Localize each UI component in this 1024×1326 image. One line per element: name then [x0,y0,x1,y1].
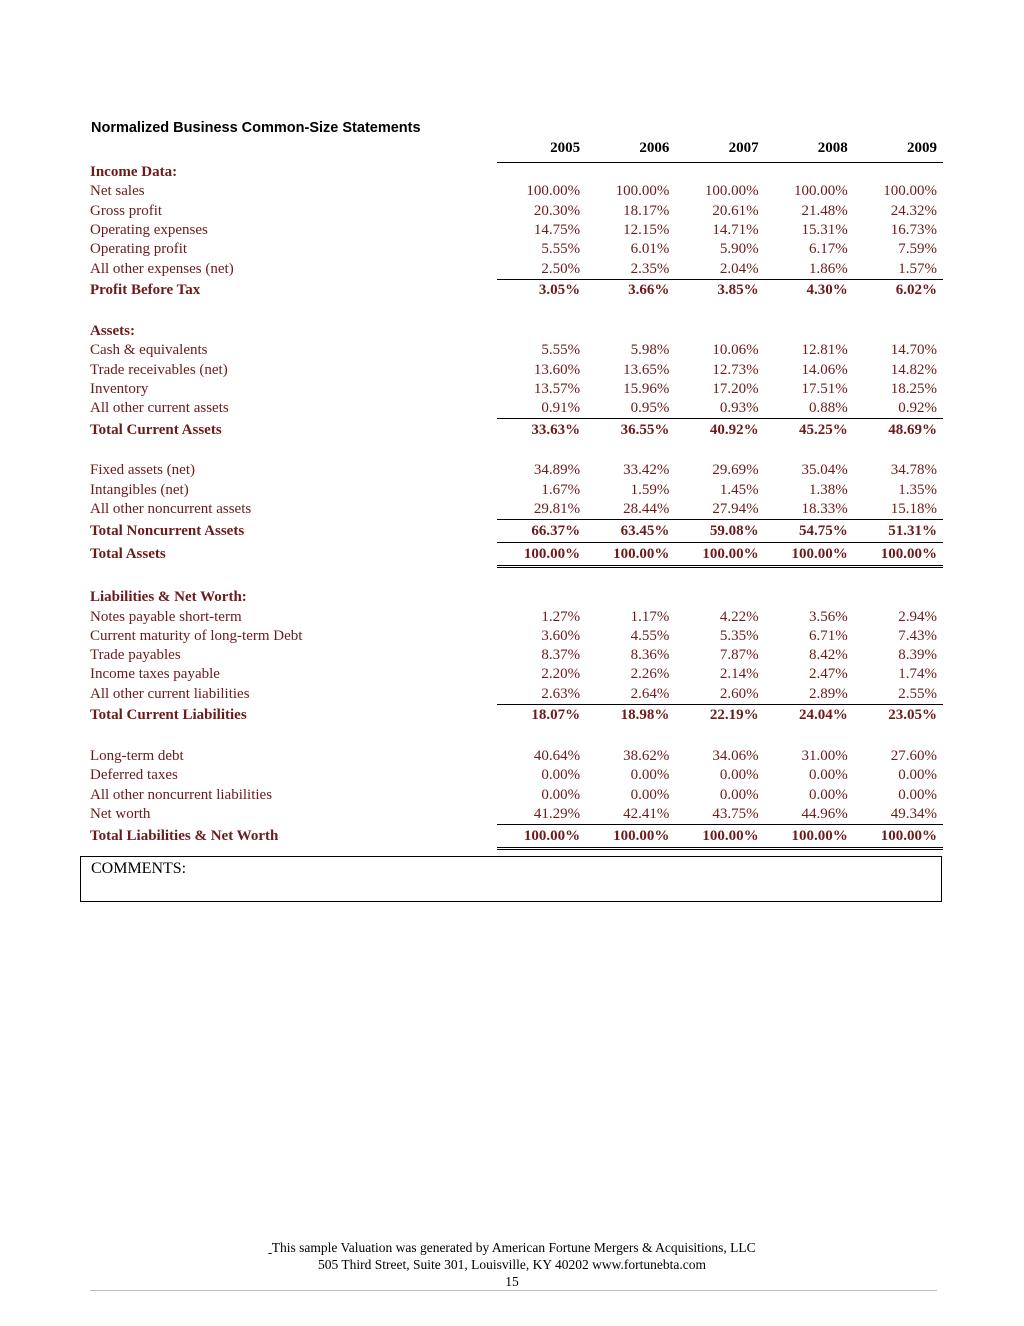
footer-rule [90,1290,937,1291]
row-label [90,441,497,461]
comments-label: COMMENTS: [91,860,187,877]
row-value: 33.42% [623,462,670,479]
total-row-liabilities-net-worth [90,825,943,849]
row-value: 44.96% [801,805,848,822]
row-value: 2.26% [630,666,670,683]
row-value: 100.00% [497,825,586,849]
row-label: All other current liabilities [90,686,250,703]
row-value: 40.64% [533,748,581,765]
table-row [90,747,943,766]
row-value: 27.94% [712,501,759,517]
row-value: 1.74% [898,666,937,683]
row-value: 54.75% [765,520,854,543]
row-label: Net worth [90,806,151,823]
row-value: 5.55% [541,342,581,359]
row-label: Intangibles (net) [90,481,189,498]
row-value [497,588,586,607]
row-label: Income taxes payable [90,666,220,683]
row-value [675,163,764,183]
row-value: 13.65% [623,361,670,378]
row-value: 5.90% [719,241,759,258]
row-value: 20.30% [533,202,581,219]
row-value: 100.00% [615,183,670,200]
table-row [90,685,943,705]
row-value: 2.89% [809,685,848,702]
year-header: 2008 [765,140,854,163]
row-value [765,727,854,747]
row-value [586,727,675,747]
row-value: 5.55% [541,241,581,258]
year-header: 2007 [675,140,764,163]
row-value: 18.33% [801,501,848,517]
row-label: All other noncurrent assets [90,501,252,518]
row-value: 100.00% [704,183,759,200]
table-row [90,240,943,259]
row-value: 3.66% [586,279,675,302]
row-value: 0.00% [809,786,848,803]
row-value: 59.08% [675,520,764,543]
row-value: 13.60% [533,361,581,378]
row-value: 2.60% [719,685,759,702]
table-row [90,360,943,379]
row-value [854,567,943,589]
row-value: 4.30% [765,279,854,302]
table-row [90,341,943,360]
row-value [675,322,764,341]
row-value: 45.25% [765,419,854,442]
liabilities-heading-row [90,588,943,607]
row-label: Fixed assets (net) [90,462,195,479]
row-value [586,441,675,461]
row-label: Trade receivables (net) [90,361,228,378]
row-value: 41.29% [533,805,581,822]
row-value [765,441,854,461]
table-row [90,380,943,399]
assets-heading-row [90,322,943,341]
table-row [90,646,943,665]
row-label: Notes payable short-term [90,608,242,625]
row-value: 2.64% [630,685,670,702]
total-row-current-assets [90,419,943,442]
row-value: 14.70% [890,342,937,359]
row-value: 3.85% [675,279,764,302]
row-value: 12.15% [623,222,670,239]
row-value [854,588,943,607]
row-value: 42.41% [623,805,670,822]
table-row [90,182,943,201]
spacer-row [90,567,943,589]
row-value [765,163,854,183]
table-row [90,399,943,419]
table-row [90,607,943,626]
row-value: 2.20% [541,666,581,683]
statement-title: Normalized Business Common-Size Statements [91,120,421,136]
row-label: Total Current Assets [90,421,222,438]
table-row [90,259,943,279]
row-label: Profit Before Tax [90,282,201,299]
row-label: Total Current Liabilities [90,707,247,724]
common-size-table [90,140,943,850]
row-value: 1.27% [541,608,581,625]
row-value [675,441,764,461]
row-value: 100.00% [586,543,675,567]
row-value: 8.42% [809,647,848,664]
row-label: Cash & equivalents [90,342,208,359]
row-value: 18.98% [586,704,675,727]
footer-generated-by [0,1240,1024,1256]
row-value: 3.60% [541,627,581,644]
spacer-row [90,441,943,461]
row-value: 33.63% [497,419,586,442]
row-value: 7.87% [719,647,759,664]
row-value: 10.06% [712,342,759,359]
section-heading: Assets: [90,322,135,339]
row-value: 20.61% [712,202,759,219]
row-value: 0.92% [898,400,937,417]
row-label: Total Noncurrent Assets [90,522,245,539]
row-value: 2.14% [719,666,759,683]
total-row-total-assets [90,543,943,567]
row-value [765,302,854,322]
row-value: 31.00% [801,748,848,765]
footer-address: 505 Third Street, Suite 301, Louisville, KY 40202 www.fortunebta.com [318,1257,706,1272]
section-heading: Income Data: [90,163,178,180]
row-label [90,727,497,747]
row-label: Gross profit [90,202,163,219]
row-value: 34.06% [712,748,759,765]
row-value: 100.00% [675,543,764,567]
row-value: 7.59% [898,241,937,258]
row-value: 0.00% [898,767,937,784]
row-value: 8.39% [898,647,937,664]
row-value: 1.35% [898,481,937,498]
row-value [854,302,943,322]
row-label: All other noncurrent liabilities [90,786,273,803]
row-value: 28.44% [623,501,670,517]
row-value: 1.57% [898,260,937,277]
row-value: 3.05% [497,279,586,302]
table-row [90,461,943,480]
row-value: 13.57% [533,380,581,397]
row-value: 2.35% [630,260,670,277]
row-value: 0.00% [809,767,848,784]
table-row [90,786,943,805]
comments-box [80,856,942,902]
year-header: 2006 [586,140,675,163]
row-value: 36.55% [586,419,675,442]
row-value: 1.17% [630,608,670,625]
row-value: 0.91% [541,400,581,417]
row-label: Inventory [90,380,149,397]
row-value [765,588,854,607]
row-value: 2.94% [898,608,937,625]
row-value: 34.78% [890,462,937,479]
spacer-row [90,727,943,747]
row-value: 12.73% [712,361,759,378]
row-value: 6.71% [809,627,848,644]
row-value [765,567,854,589]
row-value: 100.00% [765,543,854,567]
row-value: 43.75% [712,805,759,822]
row-value [854,322,943,341]
row-value: 14.06% [801,361,848,378]
row-value [854,441,943,461]
row-label: Total Liabilities & Net Worth [90,828,279,845]
row-value: 49.34% [890,805,937,822]
row-value: 0.00% [630,767,670,784]
row-value: 2.04% [719,260,759,277]
total-row-current-liabilities [90,704,943,727]
table-row [90,221,943,240]
row-value: 24.04% [765,704,854,727]
row-value: 0.95% [630,400,670,417]
row-value: 40.92% [675,419,764,442]
row-value: 1.86% [809,260,848,277]
row-value: 21.48% [801,202,848,219]
row-value: 15.18% [890,501,937,517]
row-value: 34.89% [533,462,581,479]
row-value: 0.00% [630,786,670,803]
row-value: 12.81% [801,342,848,359]
row-value [497,727,586,747]
row-value: 0.93% [719,400,759,417]
section-heading: Liabilities & Net Worth: [90,589,247,606]
row-value: 63.45% [586,520,675,543]
table-row [90,481,943,500]
row-value: 48.69% [854,419,943,442]
row-value: 35.04% [801,462,848,479]
table-row [90,500,943,520]
row-value [586,588,675,607]
row-value: 18.25% [890,380,937,397]
row-value [586,163,675,183]
row-value: 38.62% [623,748,670,765]
row-value: 18.17% [623,202,670,219]
row-value [675,588,764,607]
row-value: 100.00% [586,825,675,849]
row-value: 24.32% [890,202,937,219]
row-value: 1.38% [809,481,848,498]
row-value: 17.20% [712,380,759,397]
row-value: 1.45% [719,481,759,498]
row-label: Operating profit [90,241,188,258]
row-value: 0.88% [809,400,848,417]
row-value: 3.56% [809,608,848,625]
row-value: 2.63% [541,685,581,702]
table-body [90,140,943,849]
row-label: Operating expenses [90,222,208,239]
row-label: All other expenses (net) [90,260,234,277]
row-value: 18.07% [497,704,586,727]
row-value: 2.55% [898,685,937,702]
row-label: Trade payables [90,647,181,664]
row-label [90,567,497,589]
row-value: 7.43% [898,627,937,644]
row-label: Total Assets [90,546,166,563]
row-value: 0.00% [541,786,581,803]
row-value: 66.37% [497,520,586,543]
table-row [90,766,943,785]
total-row-profit-before-tax [90,279,943,302]
row-value: 0.00% [898,786,937,803]
year-header: 2005 [497,140,586,163]
row-label: Long-term debt [90,748,184,765]
row-value: 100.00% [854,825,943,849]
row-value [675,302,764,322]
row-value: 15.31% [801,222,848,239]
row-value: 1.67% [541,481,581,498]
row-value [675,727,764,747]
row-value: 14.71% [712,222,759,239]
row-label [90,302,497,322]
row-value: 4.55% [630,627,670,644]
footer-line-1: This sample Valuation was generated by American Fortune Mergers & Acquisitions, LLC [271,1240,756,1255]
row-value [586,567,675,589]
row-value: 6.01% [630,241,670,258]
row-value [497,441,586,461]
row-value: 8.36% [630,647,670,664]
row-value: 0.00% [719,786,759,803]
row-value: 5.35% [719,627,759,644]
row-value: 22.19% [675,704,764,727]
row-value: 27.60% [890,748,937,765]
row-value: 1.59% [630,481,670,498]
row-value: 0.00% [541,767,581,784]
row-value [586,302,675,322]
row-value: 16.73% [890,222,937,239]
row-value [854,727,943,747]
row-value: 100.00% [794,183,848,200]
row-label: Current maturity of long-term Debt [90,627,303,644]
row-value [497,322,586,341]
row-value: 100.00% [883,183,937,200]
row-value: 4.22% [719,608,759,625]
row-value [854,163,943,183]
row-value: 17.51% [801,380,848,397]
row-value [497,302,586,322]
table-row [90,627,943,646]
income-heading-row [90,163,943,183]
row-value: 29.81% [533,501,581,517]
row-value: 2.50% [541,260,581,277]
table-row [90,202,943,221]
row-value: 100.00% [675,825,764,849]
row-value: 100.00% [854,543,943,567]
total-row-noncurrent-assets [90,520,943,543]
row-value [765,322,854,341]
row-value: 14.82% [890,361,937,378]
row-label: Deferred taxes [90,767,178,784]
row-value [497,567,586,589]
row-value: 14.75% [533,222,581,239]
table-row [90,805,943,825]
row-label: All other current assets [90,400,229,417]
row-value: 5.98% [630,342,670,359]
spacer-row [90,302,943,322]
row-value: 15.96% [623,380,670,397]
row-value [497,163,586,183]
row-value: 6.02% [854,279,943,302]
row-value: 0.00% [719,767,759,784]
row-value: 6.17% [809,241,848,258]
table-row [90,665,943,684]
year-header-row [90,140,943,163]
row-value: 2.47% [809,666,848,683]
row-value: 51.31% [854,520,943,543]
row-value: 100.00% [497,543,586,567]
row-value: 23.05% [854,704,943,727]
page-number: 15 [505,1274,519,1289]
header-blank [90,140,497,163]
row-value: 29.69% [712,462,759,479]
row-value: 100.00% [765,825,854,849]
year-header: 2009 [854,140,943,163]
row-label: Net sales [90,183,145,200]
row-value [586,322,675,341]
row-value: 8.37% [541,647,581,664]
row-value [675,567,764,589]
row-value: 100.00% [526,183,581,200]
